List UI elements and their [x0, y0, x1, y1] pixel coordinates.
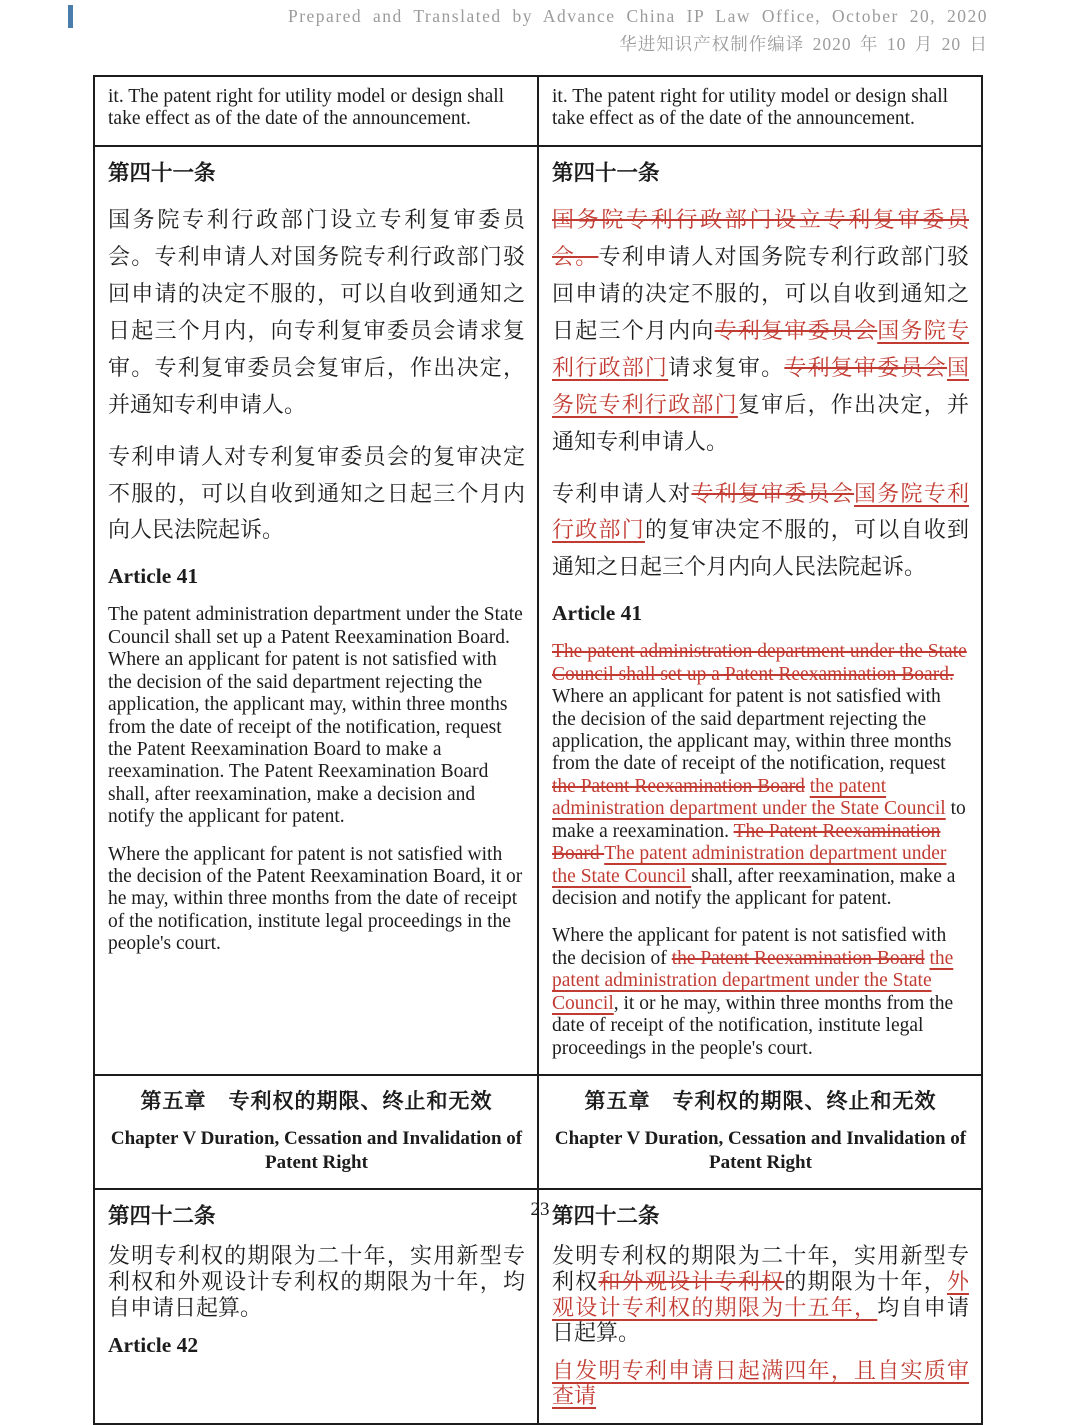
old-law-cell-article-42 — [94, 1189, 538, 1423]
text-segment: Article 41 — [552, 601, 643, 626]
continuation-text-amended — [552, 86, 969, 131]
page-number: 23 — [530, 1199, 550, 1220]
article-41-cn-para-2-amended — [552, 476, 969, 587]
table-row-chapter-5 — [94, 1075, 982, 1190]
text-segment: 的期限为十年， — [784, 1268, 947, 1294]
article-41-cn-para-1 — [108, 202, 525, 424]
amended-law-cell-article-42 — [538, 1189, 982, 1423]
table-row-article-41 — [94, 146, 982, 1075]
text-segment: 第四十二条 — [108, 1204, 216, 1229]
article-41-en-para-1-amended — [552, 641, 969, 910]
text-segment: 第五章 专利权的期限、终止和无效 — [584, 1088, 937, 1113]
amended-law-cell-article-41 — [538, 146, 982, 1075]
article-42-number-en — [108, 1333, 525, 1358]
text-segment: Chapter V Duration, Cessation and Invalidation of Patent Right — [554, 1127, 967, 1173]
law-comparison-table — [93, 75, 983, 1425]
text-segment: 发明专利权的期限为二十年，实用新型专利权和外观设计专利权的期限为十年，均自申请日起算。 — [108, 1243, 525, 1320]
text-segment: 均自申请日起算。 — [552, 1294, 969, 1346]
inserted-text: 国务院专利行政部门 — [552, 354, 969, 417]
deleted-text: the Patent Reexamination Board — [552, 775, 805, 797]
chapter-title-cn — [552, 1085, 969, 1115]
text-segment: 复审后，作出决定，并通知专利申请人。 — [552, 391, 969, 454]
text-segment: Where the applicant for patent is not satisfied with the decision of — [552, 925, 947, 969]
article-41-en-para-2-amended — [552, 925, 969, 1060]
article-41-en-para-2 — [108, 844, 525, 956]
text-segment: 的复审决定不服的，可以自收到通知之日起三个月内向人民法院起诉。 — [552, 517, 969, 580]
inserted-text: 外观设计专利权的期限为十五年， — [552, 1268, 969, 1320]
article-42-cn-para-1-amended — [552, 1243, 969, 1345]
article-42-cn-para-2-amended — [552, 1358, 969, 1409]
header-line-cn: 华进知识产权制作编译 2020 年 10 月 20 日 — [619, 34, 988, 54]
text-segment: The patent administration department under the State Council shall set up a Patent Reexamination Board. Where an applicant for patent is not satisfied with the decision of the said department rejecting the application, the applicant may, within three months from the date of receipt of the notification, request the Patent Reexamination Board to make a reexamination. The Patent Reexamination Board shall, after reexamination, make a decision and notify the applicant for patent. — [108, 604, 523, 828]
inserted-text: 自发明专利申请日起满四年，且自实质审查请 — [552, 1357, 969, 1409]
chapter-title-cn — [108, 1085, 525, 1115]
article-41-number-cn — [108, 156, 525, 187]
text-segment: 专利申请人对国务院专利行政部门驳回申请的决定不服的，可以自收到通知之日起三个月内向 — [552, 243, 969, 343]
text-segment: shall, after reexamination, make a decision and notify the applicant for patent. — [552, 865, 956, 910]
deleted-text: 专利复审委员会 — [714, 317, 878, 343]
inserted-text: 国务院专利行政部门 — [552, 480, 969, 543]
text-segment: 国务院专利行政部门设立专利复审委员会。专利申请人对国务院专利行政部门驳回申请的决定不服的，可以自收到通知之日起三个月内，向专利复审委员会请求复审。专利复审委员会复审后，作出决定，并通知专利申请人。 — [108, 206, 525, 417]
old-law-cell-article-41 — [94, 146, 538, 1075]
text-segment: 专利申请人对专利复审委员会的复审决定不服的，可以自收到通知之日起三个月内向人民法院起诉。 — [108, 443, 525, 543]
amended-law-cell-continuation — [538, 76, 982, 146]
table-row-continuation — [94, 76, 982, 146]
deleted-text: 和外观设计专利权 — [598, 1268, 785, 1294]
article-41-en-para-1 — [108, 604, 525, 828]
inserted-text: the patent administration department under the State Council — [552, 947, 954, 1014]
deleted-text: The Patent Reexamination Board — [552, 820, 941, 865]
article-41-cn-para-1-amended — [552, 202, 969, 461]
text-segment: 请求复审。 — [668, 354, 785, 380]
text-segment: Where the applicant for patent is not satisfied with the decision of the Patent Reexamination Board, it or he may, within three months from the date of receipt of the notification, institute legal proceedings in the people's court. — [108, 843, 523, 955]
text-segment: , it or he may, within three months from the date of receipt of the notification, institute legal proceedings in the people's court. — [552, 992, 954, 1059]
old-law-cell-continuation — [94, 76, 538, 146]
page-header — [0, 6, 988, 55]
article-42-cn-para-1 — [108, 1243, 525, 1320]
table-row-article-42 — [94, 1189, 982, 1423]
chapter-title-en — [552, 1127, 969, 1175]
text-segment: it. The patent right for utility model or design shall take effect as of the date of the announcement. — [552, 86, 949, 130]
text-segment: 第四十一条 — [108, 160, 216, 185]
article-41-number-cn-amended — [552, 156, 969, 187]
text-segment: Article 41 — [108, 564, 199, 589]
text-segment: it. The patent right for utility model or design shall take effect as of the date of the announcement. — [108, 86, 505, 130]
continuation-text — [108, 86, 525, 131]
deleted-text: 国务院专利行政部门设立专利复审委员会。 — [552, 206, 969, 269]
text-segment: 第四十二条 — [552, 1204, 660, 1229]
chapter-title-en — [108, 1127, 525, 1175]
inserted-text: 国务院专利行政部门 — [552, 317, 969, 380]
article-41-number-en — [108, 564, 525, 589]
inserted-text: the patent administration department under the State Council — [552, 775, 946, 820]
text-segment: 发明专利权的期限为二十年，实用新型专利权 — [552, 1243, 969, 1294]
amended-law-cell-chapter-5 — [538, 1075, 982, 1190]
text-segment: to make a reexamination. — [552, 798, 966, 842]
deleted-text: The patent administration department under the State Council shall set up a Patent Reexamination Board. — [552, 641, 967, 685]
deleted-text: 专利复审委员会 — [691, 480, 855, 506]
old-law-cell-chapter-5 — [94, 1075, 538, 1190]
text-segment: Chapter V Duration, Cessation and Invalidation of Patent Right — [110, 1127, 523, 1173]
deleted-text: 专利复审委员会 — [784, 354, 947, 380]
text-segment: 第四十一条 — [552, 160, 660, 185]
text-segment: Where an applicant for patent is not satisfied with the decision of the said department rejecting the application, the applicant may, within three months from the date of receipt of the notification, request — [552, 686, 952, 775]
text-segment: 专利申请人对 — [552, 480, 692, 506]
text-segment: 第五章 专利权的期限、终止和无效 — [140, 1088, 493, 1113]
header-line-en: Prepared and Translated by Advance China IP Law Office, October 20, 2020 — [287, 6, 988, 26]
deleted-text: the Patent Reexamination Board — [671, 947, 925, 969]
article-41-number-en-amended — [552, 601, 969, 626]
inserted-text: The patent administration department under the State Council — [552, 843, 947, 887]
article-41-cn-para-2 — [108, 439, 525, 550]
text-segment: Article 42 — [108, 1333, 199, 1358]
